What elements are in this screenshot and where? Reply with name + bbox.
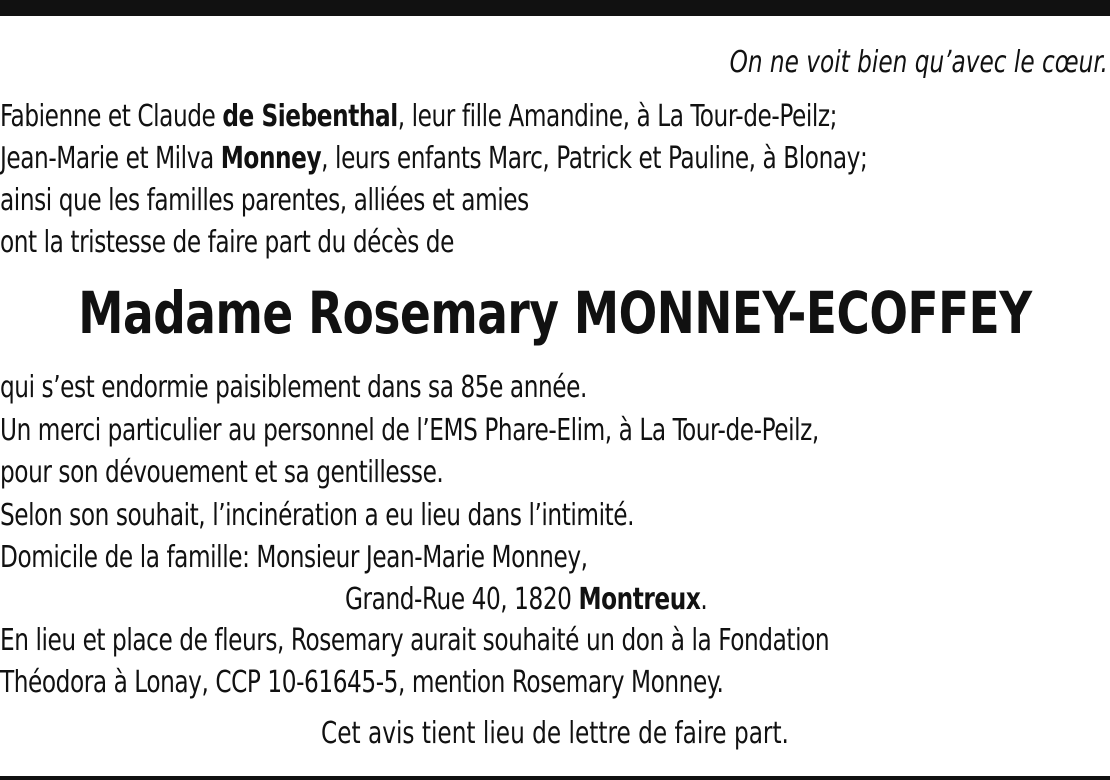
deceased-name: Madame Rosemary MONNEY-ECOFFEY: [78, 279, 1032, 347]
body-line-1: qui s’est endormie paisiblement dans sa 85e année.: [0, 370, 587, 405]
closing-line: Cet avis tient lieu de lettre de faire part.: [321, 716, 789, 751]
body-line-4: Selon son souhait, l’incinération a eu lieu dans l’intimité.: [0, 498, 635, 533]
bottom-border-rule: [0, 776, 1110, 780]
motto-quote: On ne voit bien qu’avec le cœur.: [729, 45, 1108, 80]
address-pre: Grand-Rue 40, 1820: [345, 582, 579, 617]
body-line-5: Domicile de la famille: Monsieur Jean-Marie Monney,: [0, 540, 588, 575]
family-name-monney: Monney: [220, 141, 322, 176]
family-line-4: ont la tristesse de faire part du décès de: [0, 225, 454, 260]
body-line-3: pour son dévouement et sa gentillesse.: [0, 455, 444, 490]
body-line-2: Un merci particulier au personnel de l’EMS Phare-Elim, à La Tour-de-Peilz,: [0, 413, 819, 448]
family-line-3: ainsi que les familles parentes, alliées et amies: [0, 183, 529, 218]
body-line-8: Théodora à Lonay, CCP 10-61645-5, mention Rosemary Monney.: [0, 665, 724, 700]
family-line-2: [0, 141, 867, 177]
address-post: .: [700, 582, 708, 617]
family-line-1-pre: Fabienne et Claude: [0, 99, 223, 134]
family-line-1: [0, 99, 837, 135]
top-border-rule: [0, 0, 1110, 16]
address-city: Montreux: [578, 582, 701, 617]
body-line-7: En lieu et place de fleurs, Rosemary aurait souhaité un don à la Fondation: [0, 623, 830, 658]
family-line-2-post: , leurs enfants Marc, Patrick et Pauline, à Blonay;: [321, 141, 868, 176]
family-line-2-pre: Jean-Marie et Milva: [0, 141, 221, 176]
address-line: [345, 582, 707, 618]
family-name-siebenthal: de Siebenthal: [222, 99, 398, 134]
family-line-1-post: , leur fille Amandine, à La Tour-de-Peilz;: [397, 99, 838, 134]
